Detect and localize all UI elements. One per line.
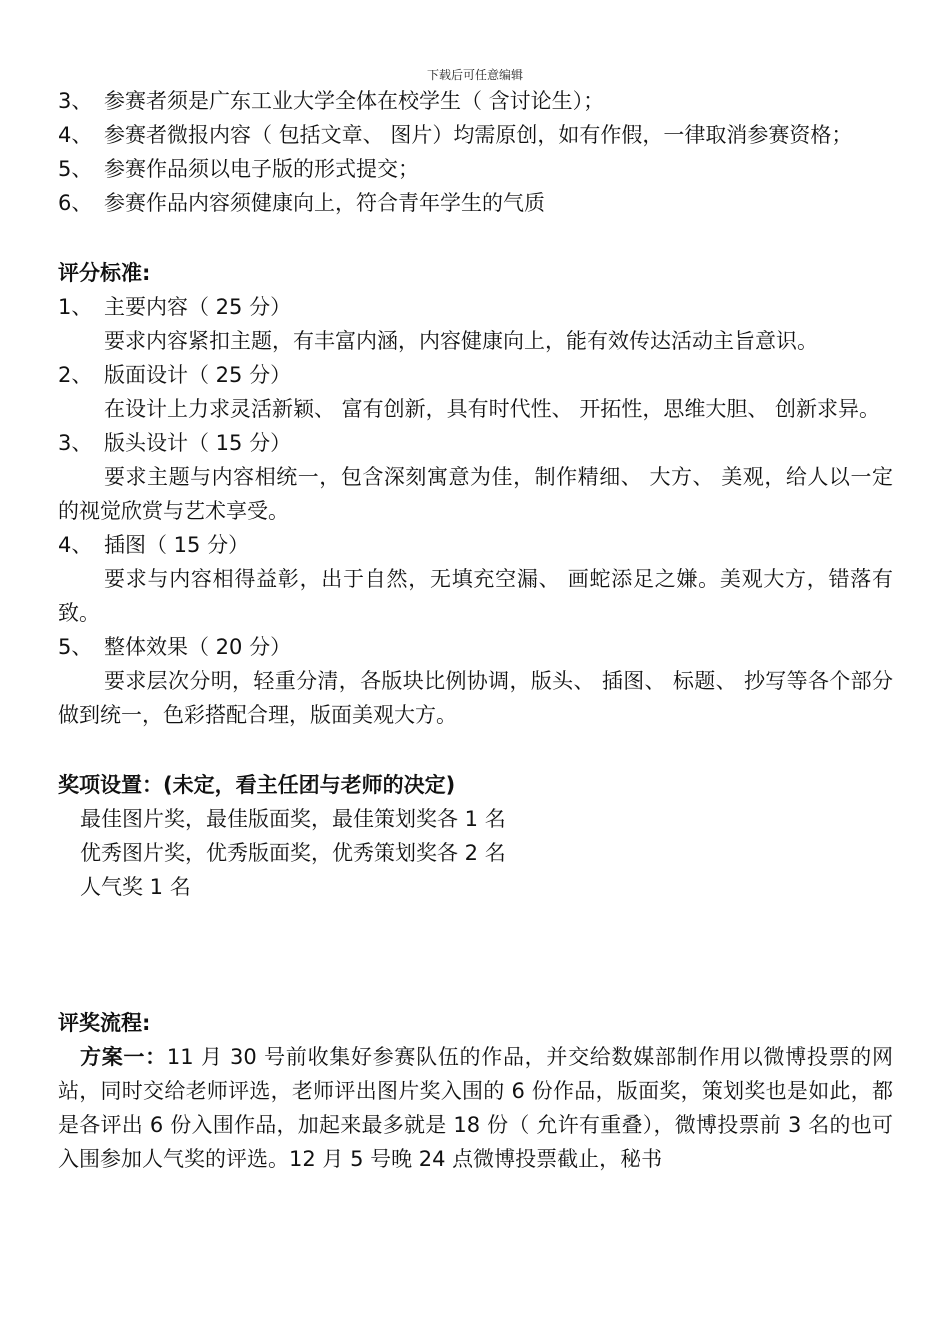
scoring-number: 2、 [58, 363, 93, 387]
rule-number: 6、 [58, 191, 93, 215]
awards-title: 奖项设置：(未定，看主任团与老师的决定) [58, 773, 456, 797]
rule-text: 参赛作品内容须健康向上，符合青年学生的气质 [104, 191, 545, 215]
scoring-item [58, 358, 893, 392]
scoring-name: 版头设计（ 15 分） [104, 431, 292, 455]
scoring-name: 插图（ 15 分） [104, 533, 250, 557]
scoring-desc: 要求内容紧扣主题，有丰富内涵，内容健康向上，能有效传达活动主旨意识。 [104, 329, 818, 353]
rule-item-5 [58, 152, 893, 186]
document-body [58, 84, 893, 1176]
plan-text: 11 月 30 号前收集好参赛队伍的作品，并交给数媒部制作用以微博投票的网站，同时交给老师评选，老师评出图片奖入围的 6 份作品，版面奖，策划奖也是如此，都是各评出 6 份入围作品，加起来最多就是 18 份（ 允许有重叠），微博投票前 3 名的也可入围参加人气奖的评选。12 月 5 号晚 24 点微博投票截止，秘书 [58, 1045, 894, 1171]
scoring-number: 4、 [58, 533, 93, 557]
rule-item-4 [58, 118, 893, 152]
rule-text: 参赛作品须以电子版的形式提交； [104, 157, 419, 181]
scoring-title: 评分标准: [58, 261, 151, 285]
rule-number: 4、 [58, 123, 93, 147]
scoring-desc: 要求与内容相得益彰，出于自然，无填充空漏、 画蛇添足之嫌。美观大方，错落有致。 [58, 567, 893, 625]
scoring-number: 1、 [58, 295, 93, 319]
scoring-number: 3、 [58, 431, 93, 455]
process-plan [58, 1040, 893, 1176]
scoring-desc: 要求层次分明，轻重分清，各版块比例协调，版头、 插图、 标题、 抄写等各个部分做到统一，色彩搭配合理，版面美观大方。 [58, 669, 893, 727]
rule-item-3 [58, 84, 893, 118]
scoring-item [58, 528, 893, 562]
scoring-item [58, 426, 893, 460]
rule-number: 3、 [58, 89, 93, 113]
scoring-desc: 要求主题与内容相统一，包含深刻寓意为佳，制作精细、 大方、 美观，给人以一定的视觉欣赏与艺术享受。 [58, 465, 893, 523]
rule-item-6 [58, 186, 893, 220]
scoring-name: 整体效果（ 20 分） [104, 635, 292, 659]
rule-number: 5、 [58, 157, 93, 181]
scoring-item [58, 630, 893, 664]
award-line: 优秀图片奖，优秀版面奖，优秀策划奖各 2 名 [80, 841, 506, 865]
process-title: 评奖流程: [58, 1011, 151, 1035]
award-line: 人气奖 1 名 [80, 875, 191, 899]
scoring-item [58, 290, 893, 324]
award-line: 最佳图片奖，最佳版面奖，最佳策划奖各 1 名 [80, 807, 506, 831]
rule-text: 参赛者须是广东工业大学全体在校学生（ 含讨论生）； [104, 89, 605, 113]
scoring-name: 版面设计（ 25 分） [104, 363, 292, 387]
plan-label: 方案一： [80, 1045, 167, 1069]
rule-text: 参赛者微报内容（ 包括文章、 图片）均需原创，如有作假，一律取消参赛资格； [104, 123, 853, 147]
header-note: 下载后可任意编辑 [426, 68, 523, 82]
scoring-name: 主要内容（ 25 分） [104, 295, 292, 319]
scoring-desc: 在设计上力求灵活新颖、 富有创新，具有时代性、 开拓性，思维大胆、 创新求异。 [104, 397, 881, 421]
scoring-number: 5、 [58, 635, 93, 659]
